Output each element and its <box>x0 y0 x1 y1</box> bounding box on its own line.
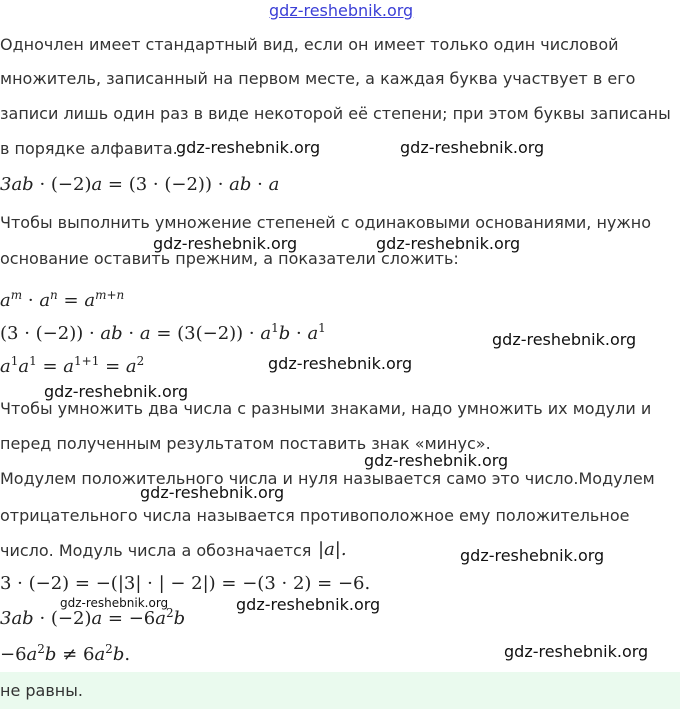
watermark: gdz-reshebnik.org <box>236 595 381 614</box>
watermark: gdz-reshebnik.org <box>460 546 605 565</box>
text-line: отрицательного числа называется противоположное ему положительное <box>0 506 630 525</box>
formula-inequality: $-6a^2b \ne 6a^2b$. <box>0 642 131 665</box>
text-line: множитель, записанный на первом месте, а каждая буква участвует в его <box>0 69 636 88</box>
formula-result: $3ab \cdot (-2)a = -6a^2b$ <box>0 606 186 629</box>
watermark: gdz-reshebnik.org <box>504 642 649 661</box>
text-line: Одночлен имеет стандартный вид, если он имеет только один числовой <box>0 35 619 54</box>
text-line: основание оставить прежним, а показатели сложить: <box>0 249 459 268</box>
watermark: gdz-reshebnik.org <box>176 138 321 157</box>
answer-box <box>0 672 680 709</box>
text-line: Чтобы умножить два числа с разными знаками, надо умножить их модули и <box>0 399 652 418</box>
formula-grouping: (3 · (−2)) · ab · $a = (3(-2)) \cdot a^1b \cdot a^1$ <box>0 321 326 344</box>
text-line: Чтобы выполнить умножение степеней с одинаковыми основаниями, нужно <box>0 213 652 232</box>
formula-power-sum: $a^1a^1 = a^{1+1} = a^2$ <box>0 354 145 377</box>
watermark: gdz-reshebnik.org <box>140 483 285 502</box>
formula-modulus-product: 3 · (−2) = −(|3| · | − 2|) = −(3 · 2) = −6. <box>0 573 371 594</box>
text-line: Модулем положительного числа и нуля называется само это число.Модулем <box>0 469 655 488</box>
text-line: записи лишь один раз в виде некоторой её степени; при этом буквы записаны <box>0 104 671 123</box>
formula-abs-a: |a|. <box>318 539 347 560</box>
watermark: gdz-reshebnik.org <box>492 330 637 349</box>
watermark: gdz-reshebnik.org <box>364 451 509 470</box>
watermark: gdz-reshebnik.org <box>153 234 298 253</box>
formula-product: 3ab · (−2)a = (3 · (−2)) · ab · a <box>0 174 280 195</box>
answer-text: не равны. <box>0 681 83 700</box>
watermark: gdz-reshebnik.org <box>400 138 545 157</box>
text-line: в порядке алфавита. <box>0 139 178 158</box>
watermark: gdz-reshebnik.org <box>44 382 189 401</box>
watermark-link[interactable]: gdz-reshebnik.org <box>269 1 414 20</box>
watermark: gdz-reshebnik.org <box>268 354 413 373</box>
formula-power-rule: $a^m \cdot a^n = a^{m+n}$ <box>0 288 125 311</box>
watermark: gdz-reshebnik.org <box>60 596 169 610</box>
text-line: перед полученным результатом поставить знак «минус». <box>0 434 491 453</box>
watermark: gdz-reshebnik.org <box>376 234 521 253</box>
text-line-content: число. Модуль числа a обозначается <box>0 541 312 560</box>
